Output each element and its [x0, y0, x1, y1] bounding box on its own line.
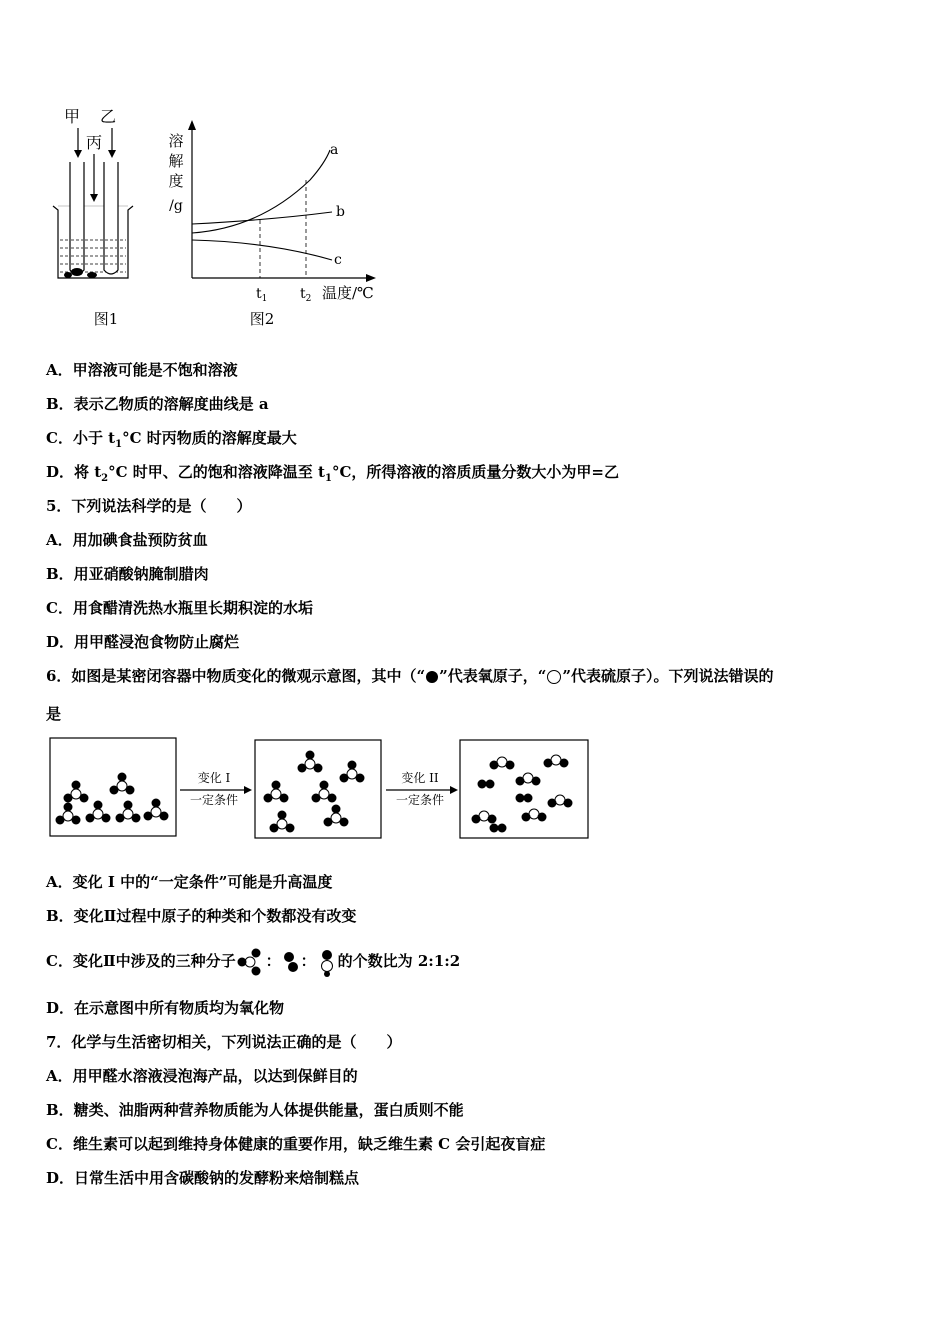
q5-stem: 5．下列说法科学的是（ ） — [46, 497, 252, 515]
q6-stem-line2: 是 — [46, 705, 62, 723]
q4-option-b: B．表示乙物质的溶解度曲线是 a — [46, 395, 269, 413]
q6-option-c: C．变化Ⅱ中涉及的三种分子 ： ： 的个数比为 2:1:2 — [46, 946, 460, 977]
ylabel-char-3: 度 — [168, 172, 184, 190]
curve-a-label: a — [330, 142, 339, 158]
change-2-condition: 一定条件 — [395, 793, 445, 807]
ylabel-char-4: /g — [169, 198, 183, 214]
so2-molecule-icon — [316, 947, 338, 977]
oxygen-atom-icon — [425, 670, 439, 684]
q6-option-a: A．变化 I 中的“一定条件”可能是升高温度 — [46, 873, 333, 891]
curve-a — [192, 150, 330, 233]
sulfur-atom-icon — [546, 669, 562, 685]
figure-2-caption: 图2 — [249, 310, 275, 328]
figure-2-solubility-chart — [160, 118, 390, 332]
curve-c-label: c — [334, 252, 342, 268]
q7-option-a: A．用甲醛水溶液浸泡海产品，以达到保鲜目的 — [46, 1067, 358, 1085]
change-1-label: 变化 I — [197, 771, 231, 785]
label-yi: 乙 — [99, 107, 117, 126]
xlabel: 温度/℃ — [322, 284, 374, 302]
figure-1-caption: 图1 — [93, 310, 119, 328]
change-2-label: 变化 II — [401, 771, 439, 785]
q5-option-a: A．用加碘食盐预防贫血 — [46, 531, 208, 549]
q6-micro-diagram — [46, 734, 596, 842]
q7-option-d: D．日常生活中用含碳酸钠的发酵粉来焙制糕点 — [46, 1169, 360, 1187]
q5-option-c: C．用食醋清洗热水瓶里长期积淀的水垢 — [46, 599, 313, 617]
label-bing: 丙 — [85, 133, 103, 152]
q4-option-d: D．将 $t_2^\circ C$ 时甲、乙的饱和溶液降温至 $t_1^\circ C$，所得溶液的溶质质量分数大小为甲=乙 — [46, 463, 619, 484]
figure-1-beaker — [48, 100, 138, 332]
tick-t1: $t_1$ — [256, 286, 268, 304]
q5-option-d: D．用甲醛浸泡食物防止腐烂 — [46, 633, 240, 651]
label-jia: 甲 — [63, 107, 81, 126]
q6-option-b: B．变化Ⅱ过程中原子的种类和个数都没有改变 — [46, 907, 357, 925]
q7-option-c: C．维生素可以起到维持身体健康的重要作用，缺乏维生素 C 会引起夜盲症 — [46, 1135, 546, 1153]
curve-c — [192, 240, 332, 260]
q7-stem: 7．化学与生活密切相关，下列说法正确的是（ ） — [46, 1033, 402, 1051]
so3-molecule-icon — [236, 947, 266, 977]
q6-option-d: D．在示意图中所有物质均为氧化物 — [46, 999, 285, 1017]
q7-option-b: B．糖类、油脂两种营养物质能为人体提供能量，蛋白质则不能 — [46, 1101, 464, 1119]
change-1-condition: 一定条件 — [189, 793, 239, 807]
q4-option-a: A．甲溶液可能是不饱和溶液 — [46, 361, 238, 379]
q5-option-b: B．用亚硝酸钠腌制腊肉 — [46, 565, 209, 583]
ylabel-char-1: 溶 — [168, 132, 184, 150]
ylabel-char-2: 解 — [168, 152, 184, 170]
q6-stem: 6．如图是某密闭容器中物质变化的微观示意图，其中（“ ”代表氧原子，“ ”代表硫原子）。下列说法错误的 — [46, 667, 774, 685]
o2-molecule-icon — [281, 947, 301, 977]
q4-option-c: C．小于 $t_1^\circ C$ 时丙物质的溶解度最大 — [46, 429, 297, 450]
tick-t2: $t_2$ — [300, 286, 312, 304]
curve-b-label: b — [336, 204, 345, 220]
